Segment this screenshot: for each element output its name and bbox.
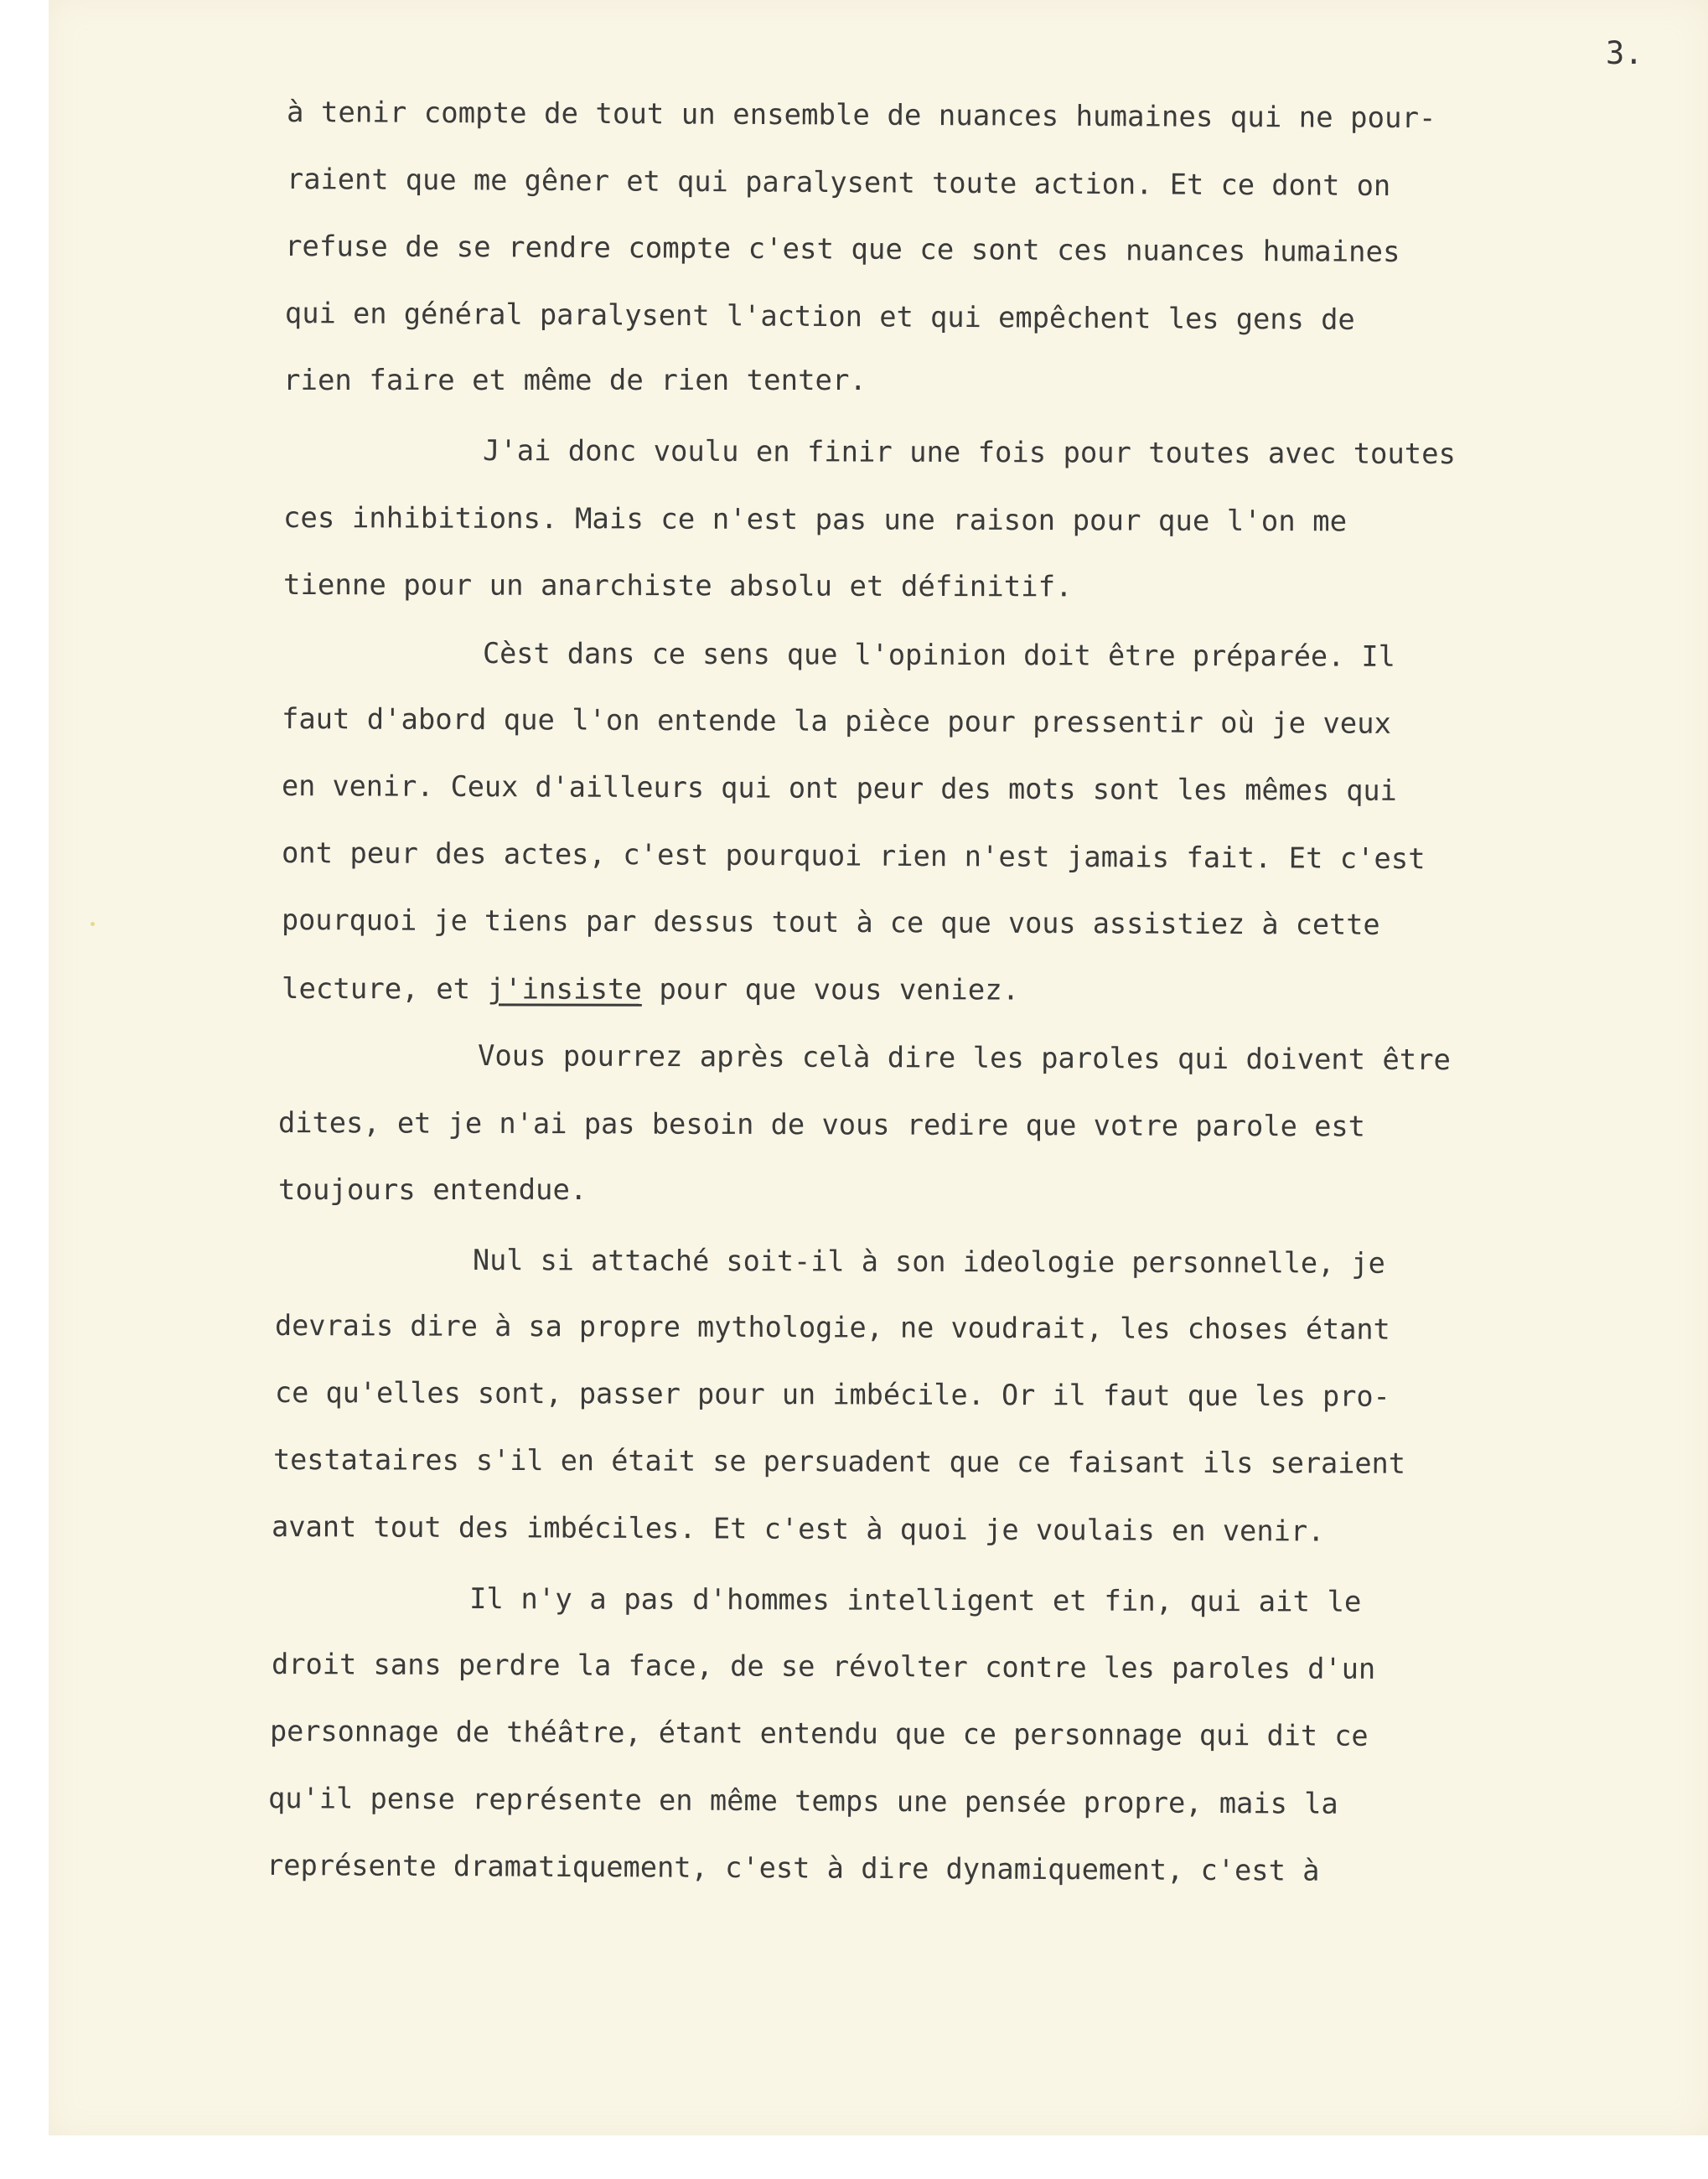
text-line: Il n'y a pas d'hommes intelligent et fin, qui ait le — [468, 1582, 1362, 1619]
text-line: dites, et je n'ai pas besoin de vous redire que votre parole est — [277, 1106, 1366, 1144]
text-line: ces inhibitions. Mais ce n'est pas une raison pour que l'on me — [282, 501, 1348, 539]
text-line: ont peur des actes, c'est pourquoi rien n'est jamais fait. Et c'est — [281, 836, 1426, 877]
paper-stain — [91, 922, 95, 926]
text-line: rien faire et même de rien tenter. — [283, 364, 867, 397]
text-line: droit sans perdre la face, de se révolter contre les paroles d'un — [271, 1648, 1376, 1686]
text-line: faut d'abord que l'on entende la pièce pour pressentir où je veux — [281, 702, 1391, 741]
text-line: tienne pour un anarchiste absolu et définitif. — [282, 568, 1073, 604]
text-line: représente dramatiquement, c'est à dire dynamiquement, c'est à — [266, 1849, 1320, 1888]
text-line: Vous pourrez après celà dire les paroles qui doivent être — [477, 1039, 1452, 1078]
text-line: qui en général paralysent l'action et qui empêchent les gens de — [284, 297, 1355, 337]
text-segment: lecture, et — [281, 972, 488, 1007]
text-line: ce qu'elles sont, passer pour un imbécile. Or il faut que les pro- — [274, 1376, 1390, 1414]
text-line: à tenir compte de tout un ensemble de nuances humaines qui ne pour- — [286, 96, 1436, 136]
text-line: avant tout des imbéciles. Et c'est à quoi je voulais en venir. — [271, 1510, 1325, 1549]
text-line: Cèst dans ce sens que l'opinion doit être préparée. Il — [482, 637, 1395, 674]
text-line: pourquoi je tiens par dessus tout à ce que vous assistiez à cette — [281, 903, 1380, 942]
text-line: personnage de théâtre, étant entendu que ce personnage qui dit ce — [269, 1715, 1369, 1753]
text-line: J'ai donc voulu en finir une fois pour toutes avec toutes — [482, 434, 1457, 472]
text-line: testataires s'il en était se persuadent que ce faisant ils seraient — [272, 1443, 1405, 1481]
text-line: refuse de se rendre compte c'est que ce sont ces nuances humaines — [284, 230, 1400, 269]
text-line: qu'il pense représente en même temps une pensée propre, mais la — [267, 1782, 1338, 1821]
text-line: raient que me gêner et qui paralysent toute action. Et ce dont on — [286, 163, 1391, 204]
text-segment: pour que vous veniez. — [641, 972, 1020, 1007]
text-line: Nul si attaché soit-il à son ideologie personnelle, je — [472, 1244, 1385, 1281]
underlined-word: j'insiste — [487, 972, 642, 1007]
text-line — [282, 972, 1019, 1007]
text-line: devrais dire à sa propre mythologie, ne voudrait, les choses étant — [274, 1309, 1390, 1347]
text-line: toujours entendue. — [278, 1173, 587, 1207]
text-line: en venir. Ceux d'ailleurs qui ont peur des mots sont les mêmes qui — [281, 769, 1397, 808]
typewritten-page — [49, 0, 1708, 2135]
page-number: 3. — [1606, 35, 1643, 71]
